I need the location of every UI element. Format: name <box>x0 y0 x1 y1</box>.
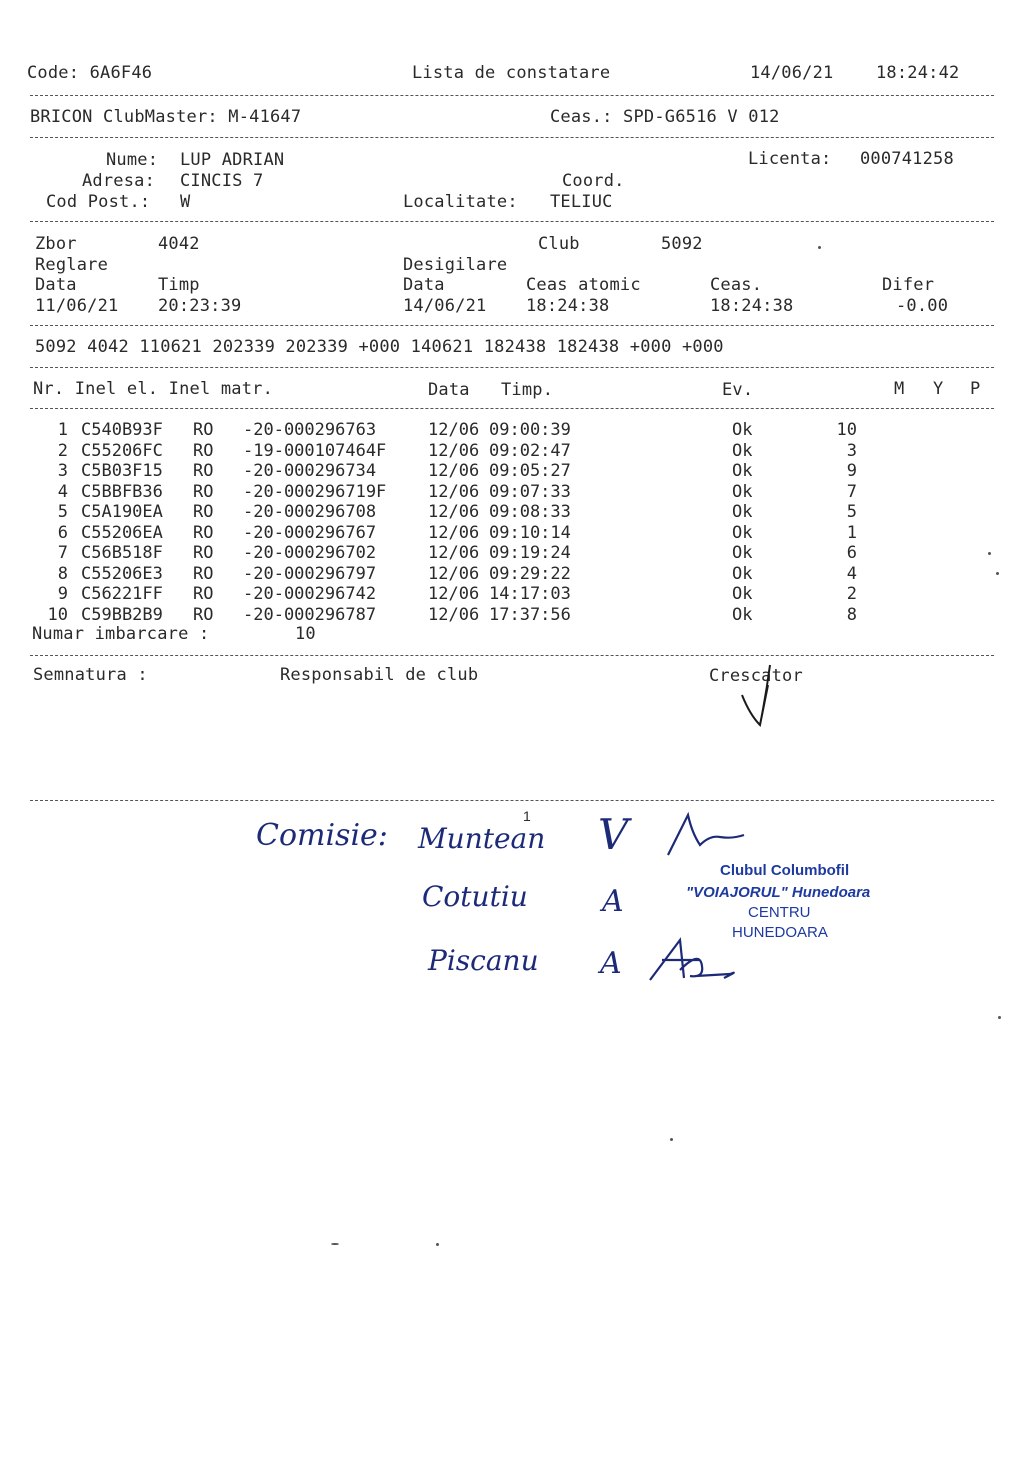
print-time: 18:24:42 <box>876 63 960 83</box>
table-row <box>0 482 1024 502</box>
nume-value: LUP ADRIAN <box>180 150 285 170</box>
cell-timp: 09:19:24 <box>489 543 571 563</box>
member3-handwritten: Piscanu <box>428 944 539 977</box>
cell-country: RO <box>193 563 214 584</box>
licenta-value: 000741258 <box>860 149 954 169</box>
licenta-label: Licenta: <box>748 149 832 169</box>
cell-nr: 10 <box>47 604 68 625</box>
cell-timp: 09:10:14 <box>489 522 571 543</box>
ceas-label: Ceas. <box>710 275 763 295</box>
cell-inel-el: C55206E3 <box>81 563 163 584</box>
numar-imbarcare-value: 10 <box>295 624 316 644</box>
difer-label: Difer <box>882 275 935 295</box>
divider <box>30 325 994 326</box>
codpost-label: Cod Post.: <box>46 192 151 212</box>
table-row <box>0 564 1024 584</box>
cell-timp: 09:02:47 <box>489 440 571 461</box>
nume-label: Nume: <box>106 150 159 170</box>
speck <box>436 1243 439 1246</box>
cell-timp: 09:29:22 <box>489 563 571 584</box>
member2-mark: A <box>602 884 624 919</box>
cell-inel-el: C56221FF <box>81 584 163 604</box>
cell-data: 12/06 <box>428 461 480 481</box>
speck <box>331 1243 339 1245</box>
coord-label: Coord. <box>562 171 625 191</box>
divider <box>30 95 994 96</box>
divider <box>30 655 994 656</box>
cell-inel-matr: -20-000296767 <box>243 522 377 543</box>
cell-country: RO <box>193 440 214 461</box>
member2-handwritten: Cotutiu <box>422 880 528 913</box>
checksum-line: 5092 4042 110621 202339 202339 +000 140621 182438 182438 +000 +000 <box>35 337 724 357</box>
desig-data-value: 14/06/21 <box>403 296 487 316</box>
cell-country: RO <box>193 543 214 563</box>
cell-data: 12/06 <box>428 563 480 584</box>
cell-country: RO <box>193 481 214 502</box>
speck <box>988 552 991 555</box>
cell-inel-el: C55206EA <box>81 522 163 543</box>
cell-inel-el: C56B518F <box>81 543 163 563</box>
col-header-p: P <box>970 379 981 399</box>
comisie-handwritten: Comisie: <box>256 818 388 853</box>
cell-nr: 2 <box>57 440 68 461</box>
cell-ev: Ok <box>732 502 753 522</box>
cell-ev: Ok <box>732 461 753 481</box>
cell-country: RO <box>193 522 214 543</box>
stamp-line2: "VOIAJORUL" Hunedoara <box>686 884 871 901</box>
commission-signature-1 <box>660 805 760 865</box>
table-row <box>0 420 1024 440</box>
cell-inel-el: C540B93F <box>81 420 163 440</box>
cell-data: 12/06 <box>428 604 480 625</box>
cell-nr: 3 <box>57 461 68 481</box>
cell-timp: 17:37:56 <box>489 604 571 625</box>
adresa-label: Adresa: <box>82 171 156 191</box>
numar-imbarcare-label: Numar imbarcare : <box>32 624 210 644</box>
cell-data: 12/06 <box>428 440 480 461</box>
stamp-line4: HUNEDOARA <box>732 924 828 941</box>
cell-data: 12/06 <box>428 420 480 440</box>
speck <box>998 1016 1001 1019</box>
cell-country: RO <box>193 584 214 604</box>
cell-data: 12/06 <box>428 481 480 502</box>
document-title: Lista de constatare <box>412 63 611 83</box>
col-header-m: M <box>894 379 905 399</box>
adresa-value: CINCIS 7 <box>180 171 264 191</box>
cell-inel-el: C5BBFB36 <box>81 481 163 502</box>
col-header-ev: Ev. <box>722 380 754 400</box>
cell-inel-matr: -20-000296742 <box>243 584 377 604</box>
cell-inel-el: C59BB2B9 <box>81 604 163 625</box>
reglare-data-value: 11/06/21 <box>35 296 119 316</box>
cell-timp: 14:17:03 <box>489 584 571 604</box>
speck <box>818 246 821 249</box>
cell-place: 1 <box>846 522 857 543</box>
ceas-atomic-label: Ceas atomic <box>526 275 641 295</box>
cell-place: 3 <box>846 440 857 461</box>
cell-data: 12/06 <box>428 584 480 604</box>
zbor-value: 4042 <box>158 234 200 254</box>
cell-inel-matr: -20-000296719F <box>243 481 387 502</box>
cell-inel-matr: -20-000296708 <box>243 502 377 522</box>
cell-inel-el: C55206FC <box>81 440 163 461</box>
divider <box>30 221 994 222</box>
col-header-data: Data <box>428 380 470 400</box>
cell-country: RO <box>193 502 214 522</box>
cell-nr: 7 <box>57 543 68 563</box>
cell-ev: Ok <box>732 584 753 604</box>
member1-handwritten: Muntean <box>418 822 546 855</box>
cell-data: 12/06 <box>428 502 480 522</box>
divider <box>30 367 994 368</box>
cell-ev: Ok <box>732 440 753 461</box>
member3-mark: A <box>600 946 622 981</box>
cell-nr: 9 <box>57 584 68 604</box>
cell-place: 8 <box>846 604 857 625</box>
member1-mark: V <box>598 810 629 859</box>
print-date: 14/06/21 <box>750 63 834 83</box>
table-row <box>0 502 1024 522</box>
divider <box>30 408 994 409</box>
cell-place: 2 <box>846 584 857 604</box>
cell-inel-el: C5A190EA <box>81 502 163 522</box>
reglare-timp-value: 20:23:39 <box>158 296 242 316</box>
cell-place: 5 <box>846 502 857 522</box>
cell-data: 12/06 <box>428 543 480 563</box>
clock-id: Ceas.: SPD-G6516 V 012 <box>550 107 780 127</box>
col-header-timp: Timp. <box>501 380 554 400</box>
document-code: Code: 6A6F46 <box>27 63 153 83</box>
cell-country: RO <box>193 461 214 481</box>
cell-timp: 09:05:27 <box>489 461 571 481</box>
cell-inel-matr: -20-000296787 <box>243 604 377 625</box>
cell-inel-matr: -19-000107464F <box>243 440 387 461</box>
cell-ev: Ok <box>732 522 753 543</box>
crescator-signature <box>730 655 790 735</box>
desig-data-label: Data <box>403 275 445 295</box>
difer-value: -0.00 <box>896 296 949 316</box>
crescator-label: Crescator <box>709 666 803 686</box>
reglare-label: Reglare <box>35 255 109 275</box>
zbor-label: Zbor <box>35 234 77 254</box>
cell-ev: Ok <box>732 420 753 440</box>
cell-nr: 8 <box>57 563 68 584</box>
table-row <box>0 461 1024 481</box>
table-row <box>0 543 1024 563</box>
col-header-nr-inel: Nr. Inel el. Inel matr. <box>33 379 274 399</box>
divider <box>30 800 994 801</box>
semnatura-label: Semnatura : <box>33 665 148 685</box>
localitate-value: TELIUC <box>550 192 613 212</box>
cell-inel-el: C5B03F15 <box>81 461 163 481</box>
cell-inel-matr: -20-000296797 <box>243 563 377 584</box>
club-value: 5092 <box>661 234 703 254</box>
cell-inel-matr: -20-000296763 <box>243 420 377 440</box>
cell-data: 12/06 <box>428 522 480 543</box>
cell-timp: 09:00:39 <box>489 420 571 440</box>
cell-place: 10 <box>836 420 857 440</box>
localitate-label: Localitate: <box>403 192 518 212</box>
cell-nr: 5 <box>57 502 68 522</box>
stamp-line1: Clubul Columbofil <box>720 862 850 879</box>
cell-nr: 4 <box>57 481 68 502</box>
reglare-data-label: Data <box>35 275 77 295</box>
cell-country: RO <box>193 420 214 440</box>
cell-ev: Ok <box>732 543 753 563</box>
divider <box>30 137 994 138</box>
col-header-y: Y <box>933 379 944 399</box>
cell-inel-matr: -20-000296734 <box>243 461 377 481</box>
speck <box>996 572 999 575</box>
table-row <box>0 441 1024 461</box>
cell-inel-matr: -20-000296702 <box>243 543 377 563</box>
club-label: Club <box>538 234 580 254</box>
ceas-atomic-value: 18:24:38 <box>526 296 610 316</box>
reglare-timp-label: Timp <box>158 275 200 295</box>
ceas-value: 18:24:38 <box>710 296 794 316</box>
cell-nr: 6 <box>57 522 68 543</box>
codpost-value: W <box>180 192 191 212</box>
responsabil-label: Responsabil de club <box>280 665 479 685</box>
cell-timp: 09:07:33 <box>489 481 571 502</box>
table-row <box>0 584 1024 604</box>
table-row <box>0 523 1024 543</box>
cell-place: 9 <box>846 461 857 481</box>
cell-ev: Ok <box>732 481 753 502</box>
stamp-line3: CENTRU <box>748 904 811 921</box>
cell-place: 6 <box>846 543 857 563</box>
desigilare-label: Desigilare <box>403 255 508 275</box>
speck <box>670 1138 673 1141</box>
cell-timp: 09:08:33 <box>489 502 571 522</box>
page-number: 1 <box>523 808 531 824</box>
cell-country: RO <box>193 604 214 625</box>
clubmaster-id: BRICON ClubMaster: M-41647 <box>30 107 302 127</box>
cell-place: 4 <box>846 563 857 584</box>
table-row <box>0 605 1024 625</box>
cell-ev: Ok <box>732 563 753 584</box>
cell-nr: 1 <box>57 420 68 440</box>
cell-place: 7 <box>846 481 857 502</box>
cell-ev: Ok <box>732 604 753 625</box>
